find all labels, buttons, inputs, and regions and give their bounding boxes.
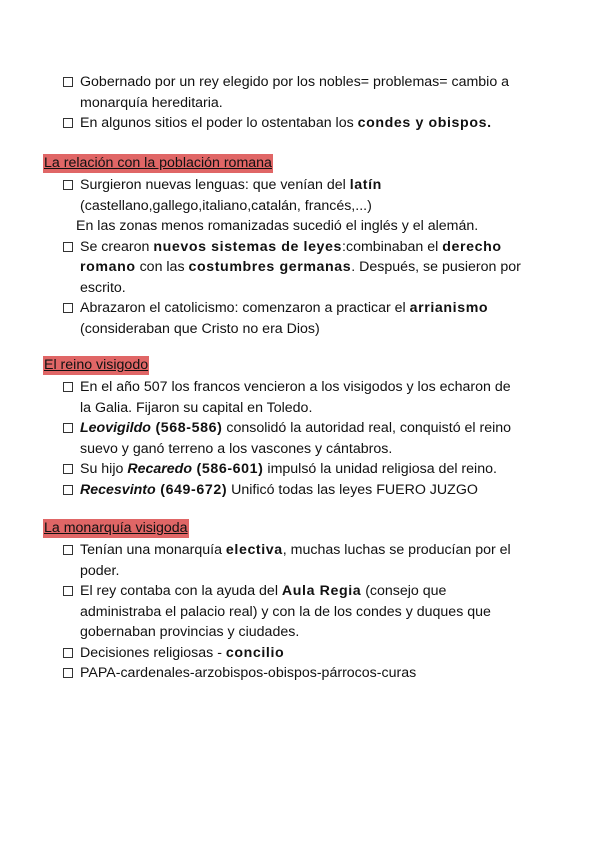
item-text-bold: derecho romano	[80, 238, 502, 275]
item-text-bold: (649-672)	[155, 481, 228, 498]
list-item	[0, 663, 600, 684]
item-text-bold: Aula Regia	[281, 583, 362, 599]
item-text-bold-italic: Recaredo	[127, 461, 192, 477]
list-item	[0, 298, 600, 339]
list-item	[0, 581, 600, 643]
item-text-bold-italic: Recesvinto	[80, 481, 156, 498]
checkbox-icon[interactable]	[63, 242, 73, 252]
list-item	[0, 113, 600, 134]
item-text: . Después, se pusieron por escrito.	[80, 259, 521, 296]
list-item	[0, 643, 600, 664]
checkbox-icon[interactable]	[63, 77, 73, 87]
checkbox-icon[interactable]	[63, 180, 73, 190]
item-text-bold: arrianismo	[409, 300, 489, 316]
item-text: Su hijo	[80, 461, 128, 477]
item-text-bold: concilio	[225, 644, 285, 661]
item-text: Gobernado por un rey elegido por los nobles= problemas= cambio a monarquía hereditaria.	[80, 74, 510, 111]
list-item	[0, 237, 600, 299]
item-text: En el año 507 los francos vencieron a los visigodos y los echaron de la Galia. Fijaron su capital en Toledo.	[80, 379, 511, 416]
checkbox-icon[interactable]	[63, 545, 73, 555]
list-item	[0, 459, 600, 480]
checkbox-icon[interactable]	[63, 485, 73, 495]
item-text: Abrazaron el catolicismo: comenzaron a practicar el	[80, 300, 410, 316]
section-item-list	[0, 540, 600, 684]
item-text: :combinaban el	[342, 238, 443, 255]
item-text: impulsó la unidad religiosa del reino.	[263, 461, 497, 477]
list-note: En las zonas menos romanizadas sucedió el inglés y el alemán.	[76, 218, 479, 234]
item-text-bold: latín	[349, 177, 382, 193]
item-text: Se crearon	[80, 238, 154, 255]
item-text-emphasis	[127, 461, 192, 477]
checkbox-icon[interactable]	[63, 586, 73, 596]
item-text-bold: costumbres germanas	[188, 259, 352, 275]
item-text-emphasis	[80, 482, 156, 498]
section-item-list	[0, 175, 600, 339]
item-text: , muchas luchas se producían por el poder.	[80, 542, 511, 579]
item-text: Tenían una monarquía	[80, 542, 226, 558]
item-text: (consejo que administraba el palacio real) y con la de los condes y duques que gobernaban provincias y ciudades.	[80, 583, 491, 640]
item-text-bold: (586-601)	[192, 461, 264, 477]
list-item	[0, 540, 600, 581]
checkbox-icon[interactable]	[63, 648, 73, 658]
item-text: con las	[135, 259, 189, 275]
item-text: (consideraban que Cristo no era Dios)	[80, 320, 320, 337]
list-item	[0, 377, 600, 418]
checkbox-icon[interactable]	[63, 118, 73, 128]
item-text: (castellano,gallego,italiano,catalán, francés,...)	[80, 197, 372, 214]
item-text: Unificó todas las leyes FUERO JUZGO	[227, 481, 478, 498]
item-text-bold: nuevos sistemas de leyes	[153, 238, 343, 255]
list-item	[0, 480, 600, 501]
item-text-bold: (568-586)	[150, 420, 223, 436]
item-text: consolidó la autoridad real, conquistó el reino suevo y ganó terreno a los vascones y cántabros.	[80, 420, 512, 457]
section-heading: La relación con la población romana	[44, 155, 272, 171]
list-item	[0, 72, 600, 113]
section-item-list	[0, 377, 600, 500]
checkbox-icon[interactable]	[63, 303, 73, 313]
list-item	[0, 175, 600, 216]
checkbox-icon[interactable]	[63, 464, 73, 474]
item-text: PAPA-cardenales-arzobispos-obispos-párrocos-curas	[80, 665, 417, 681]
item-text-bold-italic: Leovigildo	[80, 420, 151, 436]
section-heading: El reino visigodo	[44, 357, 149, 373]
item-text-emphasis	[80, 420, 151, 436]
list-item	[0, 418, 600, 459]
item-text: Surgieron nuevas lenguas: que venían del	[80, 177, 350, 193]
item-text: Decisiones religiosas -	[80, 644, 226, 661]
item-text-bold: condes y obispos.	[357, 115, 492, 131]
checkbox-icon[interactable]	[63, 423, 73, 433]
item-text-bold: electiva	[225, 542, 283, 558]
checkbox-icon[interactable]	[63, 668, 73, 678]
item-text: El rey contaba con la ayuda del	[80, 583, 282, 599]
checkbox-icon[interactable]	[63, 382, 73, 392]
section-heading: La monarquía visigoda	[44, 520, 188, 536]
intro-list	[0, 72, 600, 134]
item-text: En algunos sitios el poder lo ostentaban los	[80, 115, 358, 131]
